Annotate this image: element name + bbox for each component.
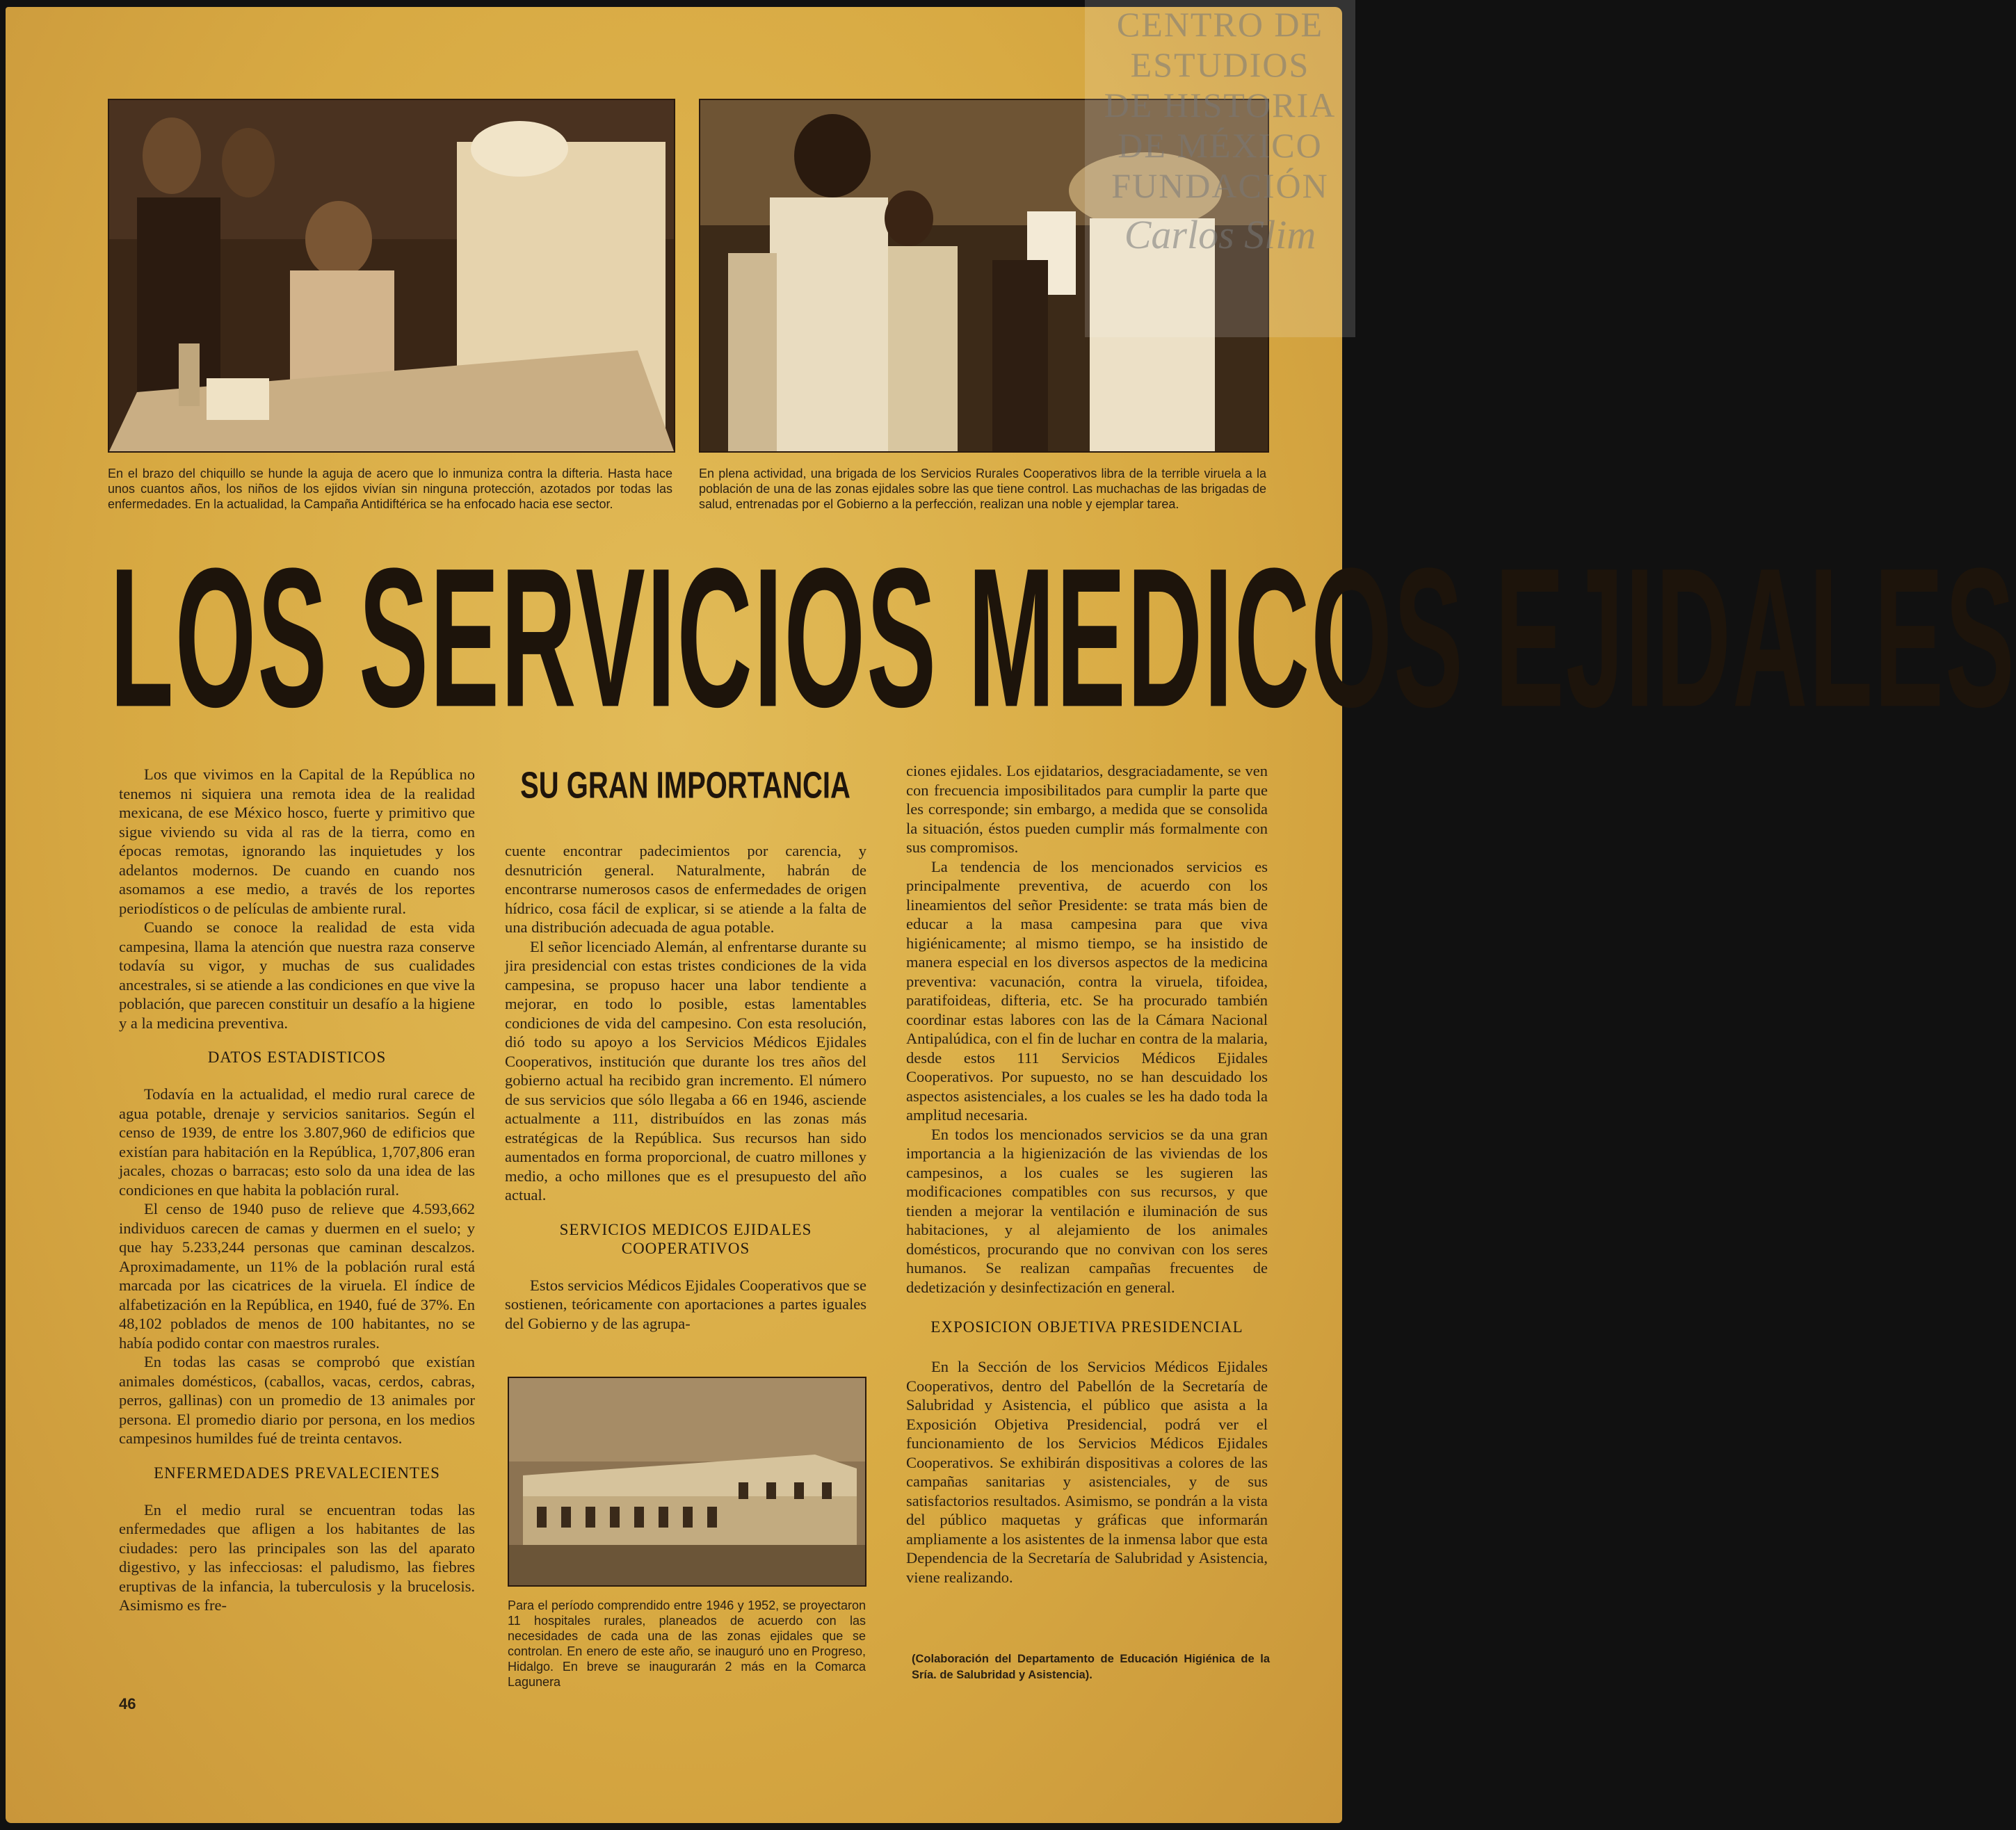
col3-paragraph-1: ciones ejidales. Los ejidatarios, desgraciadamente, se ven con frecuencia imposibilitados para cumplir la parte que les corresponde; sin embargo, a medida que se consolida la situación, éstos pueden cumplir más formalmente con sus compromisos. [906, 762, 1268, 856]
col3-paragraph-2: La tendencia de los mencionados servicios es principalmente preventiva, de acuerdo con los lineamientos del señor Presidente: se trata más bien de educar a la masa campesina para que viva higiénicamente; al mismo tiempo, se ha insistido de manera especial en los diversos aspectos de la medicina preventiva: vacunación, contra la viruela, tifoidea, paratifoideas, difteria, etc. Se ha procurado también coordinar estas labores con las de la Cámara Nacional Antipalúdica, con el fin de luchar en contra de la malaria, desde estos 111 Servicios Médicos Ejidales Cooperativos. Por supuesto, no se han descuidado los aspectos asistenciales, a los cuales se les ha dado toda la amplitud necesaria. [906, 857, 1268, 1124]
watermark-line-1: CENTRO DE [1116, 5, 1324, 44]
health-brigade-photo-caption: En plena actividad, una brigada de los Servicios Rurales Cooperativos libra de la terrible viruela a la población de una de las zonas ejidales sobre las que tiene control. Las muchachas de las brigadas de salud, entrenadas por el Gobierno a la perfección, realizan una noble y ejemplar tarea. [699, 467, 1266, 511]
col1-paragraph-5: En todas las casas se comprobó que existían animales domésticos, (caballos, vacas, cerdos, cabras, perros, gallinas) con un promedio de 13 animales por persona. El promedio diario por persona, en los medios campesinos humildes fué de treinta centavos. [119, 1353, 475, 1447]
col1-paragraph-6: En el medio rural se encuentran todas las enfermedades que afligen a los habitantes de las ciudades: pero las principales son las del aparato digestivo, y las infecciosas: el paludismo, las fiebres eruptivas de la infancia, la tuberculosis y la brucelosis. Asimismo es fre- [119, 1500, 475, 1614]
col3-paragraph-3: En todos los mencionados servicios se da una gran importancia a la higienización de las viviendas de los campesinos, a los cuales se les sugieren las modificaciones compatibles con sus recursos, y que tienden a mejorar la ventilación e iluminación de sus habitaciones, y al alejamiento de los animales domésticos, procurando que no convivan con los seres humanos. Se realizan campañas frecuentes de dedetización y desinfectización en general. [906, 1125, 1268, 1296]
col2-paragraph-1: cuente encontrar padecimientos por carencia, y desnutrición general. Naturalmente, habrán de encontrarse numerosos casos de enfermedades de origen hídrico, cosa fácil de explicar, si se atiende a la falta de una distribución adecuada de agua potable. [505, 842, 866, 936]
col1-paragraph-1: Los que vivimos en la Capital de la República no tenemos ni siquiera una remota idea de la realidad mexicana, de ese México hosco, fuerte y primitivo que sigue viviendo su vida al ras de la tierra, como en épocas remotas, ignorando las inquietudes y los adelantos modernos. De cuando en cuando nos asomamos a ese medio, a través de los reportes periodísticos o de películas de ambiente rural. [119, 766, 475, 917]
subhead: SU GRAN IMPORTANCIA [520, 765, 850, 807]
watermark-line-4: DE MÉXICO [1118, 126, 1323, 165]
main-headline: LOS SERVICIOS MEDICOS EJIDALES [110, 526, 2016, 749]
column-2 [505, 841, 866, 1333]
vaccination-photo-caption: En el brazo del chiquillo se hunde la aguja de acero que lo inmuniza contra la difteria. Hasta hace unos cuantos años, los niños de los ejidos vivían sin ninguna protección, azotados por todas las enfermedades. En la actualidad, la Campaña Antidiftérica se ha enfocado hacia ese sector. [108, 467, 672, 511]
col3-paragraph-4: En la Sección de los Servicios Médicos Ejidales Cooperativos, dentro del Pabellón de la Secretaría de Salubridad y Asistencia, el público que asista a la Exposición Objetiva Presidencial, podrá ver el funcionamiento de los Servicios Médicos Ejidales Cooperativos. Se exhibirán dispositivas a colores de las campañas sanitarias y asistenciales, y de sus satisfactorios resultados. Asimismo, se pondrán a la vista del público maquetas y gráficas que informarán ampliamente a los asistentes de la inmensa labor que esta Dependencia de la Secretaría de Salubridad y Asistencia, viene realizando. [906, 1358, 1268, 1586]
section-heading-enfermedades: ENFERMEDADES PREVALECIENTES [154, 1464, 440, 1482]
watermark-line-2: ESTUDIOS [1130, 45, 1310, 84]
section-heading-exposicion: EXPOSICION OBJETIVA PRESIDENCIAL [930, 1318, 1243, 1336]
vaccination-photo [108, 99, 675, 453]
archive-watermark [1085, 0, 1355, 337]
watermark-line-3: DE HISTORIA [1104, 86, 1337, 124]
col2-paragraph-2: El señor licenciado Alemán, al enfrentarse durante su jira presidencial con estas tristes condiciones de la vida campesina, se propuso hacer una labor tendiente a mejorar, en todo lo posible, estas lamentables condiciones de vida del campesino. Con esta resolución, dió todo su apoyo a los Servicios Médicos Ejidales Cooperativos, institución que durante los tres años del gobierno actual ha recibido gran incremento. El número de sus servicios que sólo llegaba a 66 en 1946, asciende actualmente a 111, distribuídos en las zonas más estratégicas de la República. Sus recursos han sido aumentados en forma proporcional, de cuatro millones y medio, a ocho millones que es el presupuesto del año actual. [505, 937, 866, 1204]
rural-hospital-photo [508, 1377, 866, 1587]
watermark-line-5: FUNDACIÓN [1111, 166, 1329, 205]
rural-hospital-caption: Para el período comprendido entre 1946 y 1952, se proyectaron 11 hospitales rurales, planeados de acuerdo con las necesidades de cada una de las zonas ejidales que se controlan. En enero de este año, se inauguró uno en Progreso, Hidalgo. En breve se inaugurarán 2 más en la Comarca Lagunera [508, 1598, 866, 1689]
col1-paragraph-4: El censo de 1940 puso de relieve que 4.593,662 individuos carecen de camas y duermen en el suelo; y que hay 5.233,244 personas que caminan descalzos. Aproximadamente, un 11% de la población rural está marcada por las cicatrices de la viruela. El índice de alfabetización en la República, en 1940, fué de 37%. En 48,102 poblados de menos de 100 habitantes, no se había podido contar con maestros rurales. [119, 1200, 475, 1352]
col2-paragraph-3: Estos servicios Médicos Ejidales Cooperativos que se sostienen, teóricamente con aportaciones a partes iguales del Gobierno y de las agrupa- [505, 1276, 866, 1332]
section-heading-servicios: SERVICIOS MEDICOS EJIDALES COOPERATIVOS [559, 1220, 812, 1257]
section-heading-datos: DATOS ESTADISTICOS [207, 1048, 387, 1066]
col1-paragraph-2: Cuando se conoce la realidad de esta vida campesina, llama la atención que nuestra raza conserve todavía su vigor, y muchas de sus cualidades ancestrales, si se atiende a las condiciones en que vive la población, que parecen constituir un desafío a la higiene y a la medicina preventiva. [119, 918, 475, 1032]
column-3 [906, 761, 1268, 1587]
collaboration-credit: (Colaboración del Departamento de Educación Higiénica de la Sría. de Salubridad y Asistencia). [912, 1653, 1270, 1681]
page-number: 46 [119, 1695, 136, 1712]
watermark-signature: Carlos Slim [1124, 212, 1316, 257]
column-1 [119, 765, 475, 1615]
col1-paragraph-3: Todavía en la actualidad, el medio rural carece de agua potable, drenaje y servicios sanitarios. Según el censo de 1939, de entre los 3.807,960 de edificios que existían para habitación en la República, 1,707,806 eran jacales, chozas o barracas; esto solo da una idea de las condiciones en que habita la población rural. [119, 1085, 475, 1199]
